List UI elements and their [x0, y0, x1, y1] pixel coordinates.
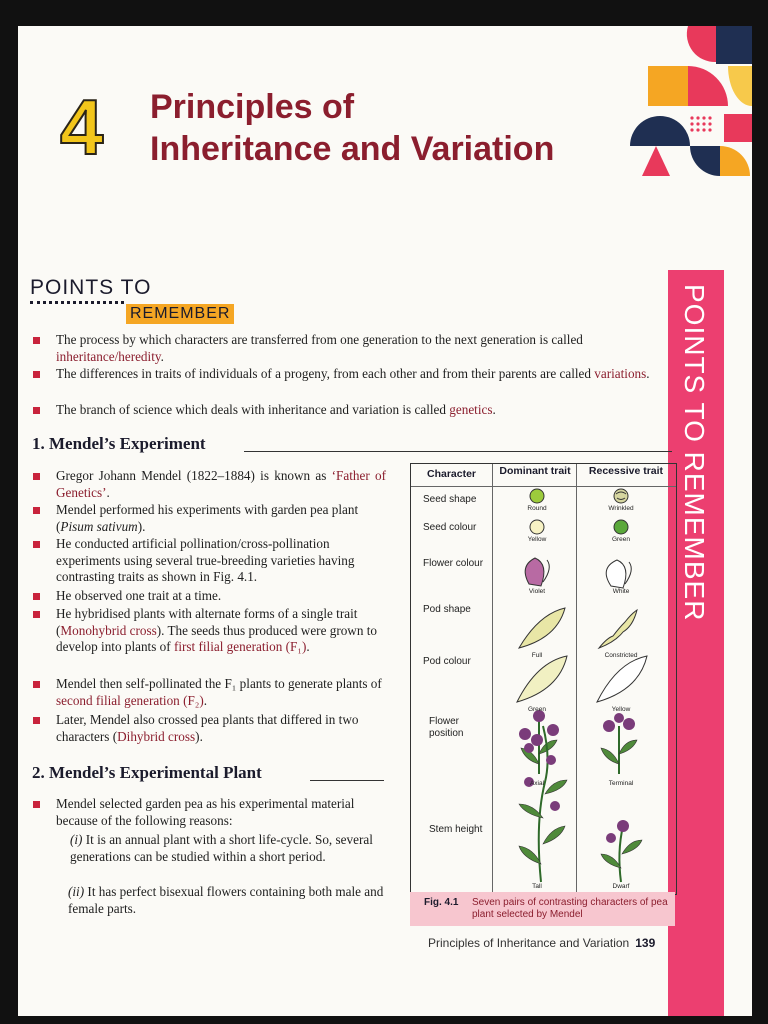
- chapter-title-line2: Inheritance and Variation: [150, 130, 555, 168]
- recessive-label-2: Green: [611, 536, 631, 543]
- row-character-3: Flower colour: [423, 558, 484, 569]
- dominant-label-1: Round: [527, 505, 547, 512]
- dotted-rule: [30, 301, 124, 304]
- row-character-5: Pod colour: [423, 656, 471, 667]
- chapter-number: 4: [60, 83, 104, 171]
- figure-label: Fig. 4.1: [424, 897, 459, 908]
- dwarf-plant-icon: [601, 820, 642, 882]
- chapter-title-line1: Principles of: [150, 88, 355, 126]
- green-pod-icon: [517, 656, 567, 702]
- col-dominant: Dominant trait: [499, 465, 571, 477]
- col-recessive: Recessive trait: [588, 465, 664, 477]
- yellow-pod-icon: [597, 656, 647, 702]
- recessive-label-4: Constricted: [604, 652, 638, 659]
- dominant-label-2: Yellow: [527, 536, 547, 543]
- row-character-6: Flower position: [429, 716, 464, 739]
- col-character: Character: [426, 468, 477, 480]
- row-character-2: Seed colour: [423, 522, 477, 533]
- dominant-label-5: Green: [527, 706, 547, 713]
- yellow-seed-icon: [530, 520, 544, 534]
- section2-heading: 2. Mendel’s Experimental Plant: [32, 763, 262, 782]
- white-flower-icon: [606, 560, 631, 588]
- points-badge: REMEMBER: [126, 304, 234, 324]
- intro-point-3: The branch of science which deals with inheritance and variation is called genetics.: [56, 402, 674, 419]
- s1-point-6: Mendel then self-pollinated the F₁ plants to generate plants of second filial generation (F₂).: [56, 676, 386, 709]
- textbook-page: [18, 26, 752, 1016]
- dominant-label-7: Tall: [532, 883, 542, 890]
- dominant-label-4: Full: [531, 652, 543, 659]
- page-footer: [428, 936, 655, 950]
- section1-rule: [244, 451, 672, 452]
- chapter-title: [150, 86, 554, 170]
- figure-caption-text: Seven pairs of contrasting characters of pea plant selected by Mendel: [472, 897, 668, 920]
- points-heading: POINTS TO: [30, 276, 152, 299]
- s1-point-1: Gregor Johann Mendel (1822–1884) is known as ‘Father of Genetics’.: [56, 468, 386, 500]
- row-character-1: Seed shape: [423, 494, 477, 505]
- row-character-7: Stem height: [429, 824, 483, 835]
- recessive-label-6: Terminal: [608, 780, 634, 787]
- recessive-label-5: Yellow: [611, 706, 631, 713]
- s1-point-3: He conducted artificial pollination/cross-pollination experiments using several true-breeding varieties having contrasting traits as shown in Fig. 4.1.: [56, 536, 386, 586]
- decorative-pattern: [628, 26, 752, 176]
- s2-reason-1: (i) It is an annual plant with a short life-cycle. So, several generations can be studied within a short period.: [70, 832, 373, 864]
- row-character-4: Pod shape: [423, 604, 471, 615]
- s1-point-2: Mendel performed his experiments with garden pea plant (Pisum sativum).: [56, 502, 386, 535]
- s1-point-4: He observed one trait at a time.: [56, 588, 386, 605]
- intro-point-2: The differences in traits of individuals of a progeny, from each other and from their parents are called variations.: [56, 366, 674, 383]
- constricted-pod-icon: [599, 610, 637, 648]
- recessive-label-7: Dwarf: [612, 883, 630, 890]
- s1-point-7: Later, Mendel also crossed pea plants that differed in two characters (Dihybrid cross).: [56, 712, 386, 745]
- intro-point-1: The process by which characters are transferred from one generation to the next generation is called inheritance/heredity.: [56, 332, 674, 365]
- sidebar-label: POINTS TO REMEMBER: [679, 284, 710, 622]
- figure-caption: [410, 892, 675, 926]
- round-seed-icon: [530, 489, 544, 503]
- wrinkled-seed-icon: [614, 489, 628, 503]
- section2-rule: [310, 780, 384, 781]
- dominant-label-3: Violet: [528, 588, 546, 595]
- dominant-label-6: Axial: [529, 780, 545, 787]
- running-title: Principles of Inheritance and Variation: [428, 936, 630, 950]
- traits-figure-table: [410, 463, 677, 895]
- trait-illustrations: [411, 464, 676, 894]
- violet-flower-icon: [525, 558, 549, 586]
- terminal-flower-icon: [601, 713, 637, 774]
- s1-point-5: He hybridised plants with alternate forms of a single trait (Monohybrid cross). The seeds thus produced were grown to develop into plants of first filial generation (F₁).: [56, 606, 386, 656]
- recessive-label-3: White: [612, 588, 630, 595]
- green-seed-icon: [614, 520, 628, 534]
- s2-reason-2: (ii) It has perfect bisexual flowers containing both male and female parts.: [68, 884, 384, 916]
- s2-point-1: Mendel selected garden pea as his experimental material because of the following reasons:: [56, 796, 386, 829]
- full-pod-icon: [519, 608, 565, 648]
- section1-heading: 1. Mendel’s Experiment: [32, 434, 206, 453]
- page-number: 139: [635, 936, 656, 950]
- recessive-label-1: Wrinkled: [608, 505, 634, 512]
